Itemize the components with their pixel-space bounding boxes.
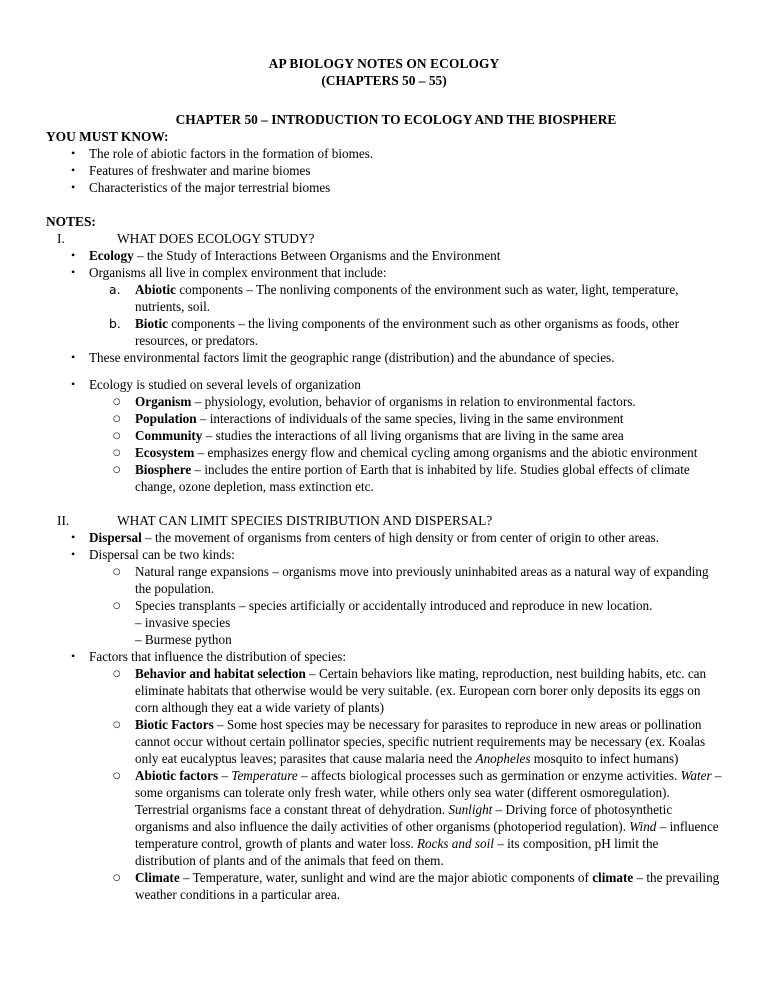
you-must-know-list (46, 145, 722, 196)
term-biosphere-description: – includes the entire portion of Earth that is inhabited by life. Studies global effects of climate change, ozone depletion, mass extinction etc. (135, 462, 690, 494)
spacer (46, 495, 722, 512)
list-item-behavior-habitat-selection (46, 665, 722, 716)
document-title: AP BIOLOGY NOTES ON ECOLOGY (268, 56, 500, 71)
list-item: • Features of freshwater and marine biomes (46, 162, 722, 179)
section-one-list (46, 247, 722, 281)
term-community: Community (135, 428, 203, 443)
section-numeral: I. (57, 231, 65, 246)
list-item-abiotic-components (46, 281, 722, 315)
term-dispersal-description: – the movement of organisms from centers of high density or from center of origin to other areas. (141, 530, 659, 545)
distribution-factors-list (46, 665, 722, 903)
term-biotic-description: components – the living components of the environment such as other organisms as foods, other resources, or predators. (135, 316, 680, 348)
list-marker-b: b. (109, 316, 121, 331)
term-ecology: Ecology (89, 248, 134, 263)
term-dispersal: Dispersal (89, 530, 142, 545)
list-item-factors-intro: • Factors that influence the distribution of species: (46, 648, 722, 665)
list-item-env-factors-limit: • These environmental factors limit the geographic range (distribution) and the abundance of species. (46, 349, 722, 366)
list-item-ecosystem (46, 444, 722, 461)
env-factors-list (46, 349, 722, 366)
section-numeral: II. (57, 513, 70, 528)
term-sunlight: Sunlight (448, 802, 493, 817)
notes-label: NOTES: (46, 214, 96, 229)
list-item-two-kinds: • Dispersal can be two kinds: (46, 546, 722, 563)
term-abiotic: Abiotic (135, 282, 177, 297)
term-water-description: – some organisms can tolerate only fresh water, while others only sea water (different osmoregulation). Terrestrial organisms face a constant threat of dehydration. (135, 768, 722, 817)
dispersal-kinds-list (46, 563, 722, 648)
section-two-list (46, 529, 722, 563)
term-biotic-factors-description-part1: – Some host species may be necessary for parasites to reproduce in new areas or pollination cannot occur without certain pollinator species, specific nutrient requirements may be necessary (ex. Koalas only eat eucalyptus leaves; parasites that cause malaria need the (135, 717, 706, 766)
term-climate-description-part1: – Temperature, water, sunlight and wind are the major abiotic components of (179, 870, 593, 885)
list-item-species-transplants: ○ Species transplants – species artificially or accidentally introduced and reproduce in new location. (46, 597, 722, 614)
term-ecosystem-description: – emphasizes energy flow and chemical cycling among organisms and the abiotic environment (194, 445, 698, 460)
term-community-description: – studies the interactions of all living organisms that are living in the same area (202, 428, 624, 443)
list-item-climate (46, 869, 722, 903)
document-content (46, 55, 722, 903)
list-item-natural-range-expansions: ○ Natural range expansions – organisms move into previously uninhabited areas as a natural way of expanding the population. (46, 563, 722, 597)
list-item-invasive-species: – invasive species (135, 615, 231, 630)
term-water: Water (680, 768, 712, 783)
term-organism-description: – physiology, evolution, behavior of organisms in relation to environmental factors. (191, 394, 636, 409)
list-item-ecology-definition (46, 247, 722, 264)
term-population: Population (135, 411, 197, 426)
term-biotic-factors: Biotic Factors (135, 717, 214, 732)
list-item-biotic-factors (46, 716, 722, 767)
list-item-organisms-live: • Organisms all live in complex environment that include: (46, 264, 722, 281)
term-ecology-description: – the Study of Interactions Between Organisms and the Environment (133, 248, 501, 263)
chapter-title: CHAPTER 50 – INTRODUCTION TO ECOLOGY AND THE BIOSPHERE (175, 112, 617, 127)
term-climate-description-part2: – the prevailing weather conditions in a particular area. (135, 870, 720, 902)
term-climate: Climate (135, 870, 180, 885)
term-biosphere: Biosphere (135, 462, 192, 477)
term-sunlight-description: – Driving force of photosynthetic organisms and also influence the daily activities of other organisms (photoperiod regulation). (135, 802, 673, 834)
you-must-know-label: YOU MUST KNOW: (46, 129, 169, 144)
section-heading-one (46, 230, 722, 247)
components-list (46, 281, 722, 349)
term-biotic: Biotic (135, 316, 168, 331)
list-item-levels-intro: • Ecology is studied on several levels of organization (46, 376, 722, 393)
term-behavior-habitat: Behavior and habitat selection (135, 666, 306, 681)
term-biotic-factors-description-part2: mosquito to infect humans) (530, 751, 679, 766)
list-marker-a: a. (109, 282, 121, 297)
abiotic-dash: – (218, 768, 232, 783)
list-item: • The role of abiotic factors in the formation of biomes. (46, 145, 722, 162)
term-behavior-habitat-description: – Certain behaviors like mating, reproduction, nest building habits, etc. can eliminate habitats that otherwise would be very suitable. (ex. European corn borer only deposits its eggs on corn although they eat a wide variety of plants) (135, 666, 707, 715)
term-organism: Organism (135, 394, 192, 409)
section-heading-two (46, 512, 722, 529)
list-item: • Characteristics of the major terrestrial biomes (46, 179, 722, 196)
term-wind-description: – influence temperature control, growth of plants and water loss. (135, 819, 719, 851)
organization-levels-list (46, 393, 722, 495)
section-heading-text: WHAT CAN LIMIT SPECIES DISTRIBUTION AND DISPERSAL? (117, 513, 493, 528)
term-temperature: Temperature (231, 768, 298, 783)
list-item-biotic-components (46, 315, 722, 349)
term-climate-emphasis: climate (592, 870, 634, 885)
term-population-description: – interactions of individuals of the same species, living in the same environment (196, 411, 624, 426)
list-item-dispersal-definition (46, 529, 722, 546)
list-item-burmese-python: – Burmese python (135, 632, 232, 647)
term-abiotic-description: components – The nonliving components of the environment such as water, light, temperature, nutrients, soil. (135, 282, 679, 314)
list-item-biosphere (46, 461, 722, 495)
term-rocks-and-soil-description: – its composition, pH limit the distribution of plants and of the animals that feed on them. (135, 836, 659, 868)
factors-intro-list (46, 648, 722, 665)
list-item-abiotic-factors (46, 767, 722, 869)
term-abiotic-factors: Abiotic factors (135, 768, 219, 783)
list-item-organism (46, 393, 722, 410)
spacer (46, 366, 722, 376)
section-heading-text: WHAT DOES ECOLOGY STUDY? (117, 231, 315, 246)
term-anopheles: Anopheles (475, 751, 531, 766)
term-wind: Wind (629, 819, 657, 834)
levels-intro-list (46, 376, 722, 393)
document-subtitle: (CHAPTERS 50 – 55) (321, 73, 447, 88)
list-item-community (46, 427, 722, 444)
spacer (46, 196, 722, 213)
term-temperature-description: – affects biological processes such as germination or enzyme activities. (297, 768, 681, 783)
term-ecosystem: Ecosystem (135, 445, 195, 460)
term-rocks-and-soil: Rocks and soil (417, 836, 494, 851)
list-item-population (46, 410, 722, 427)
